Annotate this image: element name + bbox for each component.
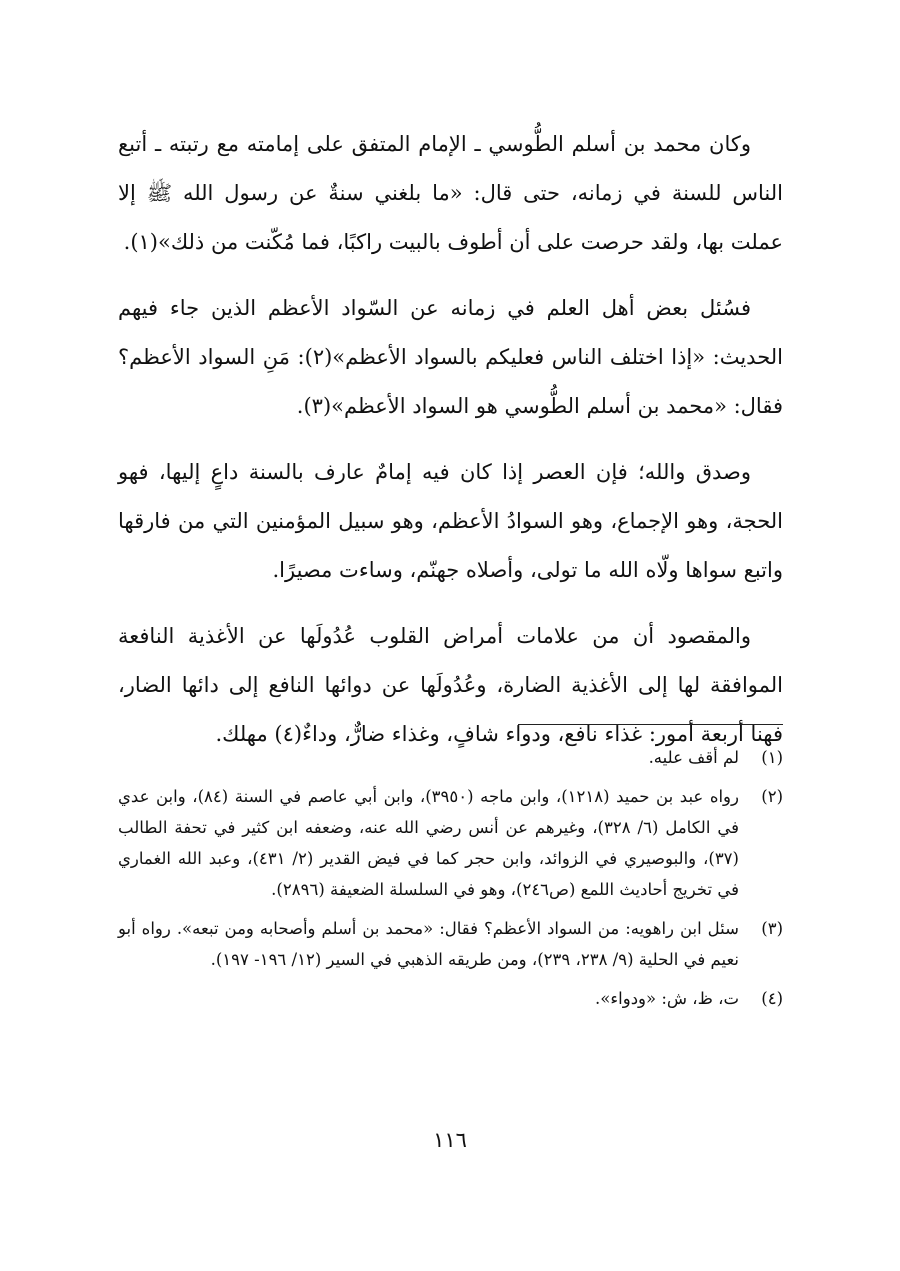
footnote-text: ت، ظ، ش: «ودواء». xyxy=(595,989,739,1008)
footnote-text: لم أقف عليه. xyxy=(648,748,739,767)
footnote-4 xyxy=(118,983,783,1014)
paragraph-2: فسُئل بعض أهل العلم في زمانه عن السّواد الأعظم الذين جاء فيهم الحديث: «إذا اختلف الناس فعليكم بالسواد الأعظم»(٢): مَنِ السواد الأعظم؟ فقال: «محمد بن أسلم الطُّوسي هو السواد الأعظم»(٣). xyxy=(118,296,783,418)
footnote-2 xyxy=(118,781,783,905)
main-text xyxy=(118,120,783,776)
paragraph-4: والمقصود أن من علامات أمراض القلوب عُدُولَها عن الأغذية النافعة الموافقة لها إلى الأغذية الضارة، وعُدُولَها عن دوائها النافع إلى دائها الضار، فهنا أربعة أمور: غذاء نافع، ودواء شافٍ، وغذاء ضارٌّ، وداءٌ(٤) مهلك. xyxy=(118,624,783,746)
page-number: ١١٦ xyxy=(433,1128,467,1152)
paragraph-3: وصدق والله؛ فإن العصر إذا كان فيه إمامٌ عارف بالسنة داعٍ إليها، فهو الحجة، وهو الإجماع، وهو السوادُ الأعظم، وهو سبيل المؤمنين التي من فارقها واتبع سواها ولّاه الله ما تولى، وأصلاه جهنّم، وساءت مصيرًا. xyxy=(118,460,783,582)
footnote-3 xyxy=(118,913,783,975)
footnote-text: رواه عبد بن حميد (١٢١٨)، وابن ماجه (٣٩٥٠)، وابن أبي عاصم في السنة (٨٤)، وابن عدي في الكامل (٦/ ٣٢٨)، وغيرهم عن أنس رضي الله عنه، وضعفه ابن كثير في تحفة الطالب (٣٧)، والبوصيري في الزوائد، وابن حجر كما في فيض القدير (٢/ ٤٣١)، وعبد الله الغماري في تخريج أحاديث اللمع (ص٢٤٦)، وهو في السلسلة الضعيفة (٢٨٩٦). xyxy=(118,787,740,899)
footnote-1 xyxy=(118,742,783,773)
footnote-text: سئل ابن راهويه: من السواد الأعظم؟ فقال: «محمد بن أسلم وأصحابه ومن تبعه». رواه أبو نعيم في الحلية (٩/ ٢٣٨، ٢٣٩)، ومن طريقه الذهبي في السير (١٢/ ١٩٦- ١٩٧). xyxy=(118,919,739,969)
footnotes xyxy=(118,742,783,1022)
footnote-number: (٤) xyxy=(761,989,783,1008)
footnote-number: (٢) xyxy=(761,787,783,806)
footnote-number: (١) xyxy=(761,748,783,767)
footnote-number: (٣) xyxy=(761,919,783,938)
paragraph-1: وكان محمد بن أسلم الطُّوسي ـ الإمام المتفق على إمامته مع رتبته ـ أتبع الناس للسنة في زمانه، حتى قال: «ما بلغني سنةٌ عن رسول الله ﷺ إلا عملت بها، ولقد حرصت على أن أطوف بالبيت راكبًا، فما مُكّنت من ذلك»(١). xyxy=(118,132,783,254)
footnote-separator xyxy=(518,724,783,725)
